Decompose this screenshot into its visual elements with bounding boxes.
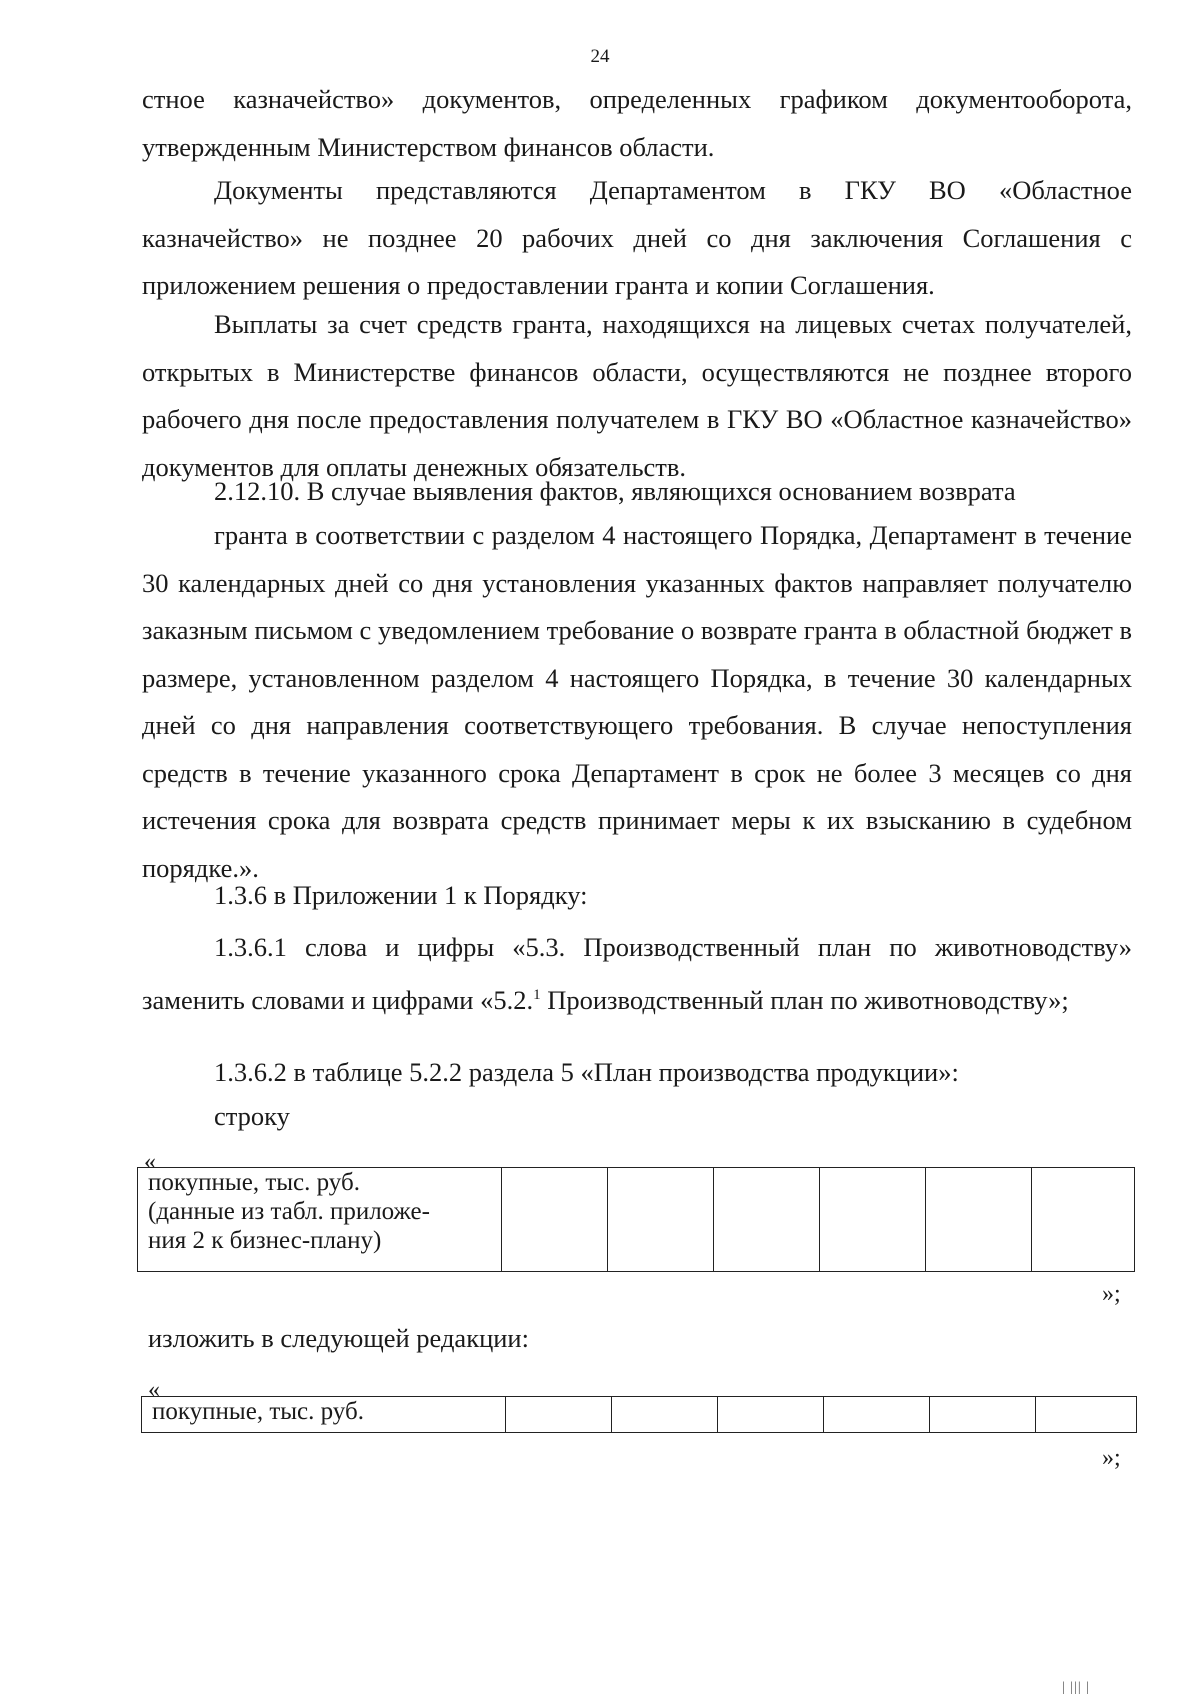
table-old-cell	[1032, 1168, 1135, 1272]
table-old-open-quote: «	[144, 1149, 156, 1175]
clause-2-12-10-line: 2.12.10. В случае выявления фактов, являющихся основанием возврата	[214, 476, 1016, 506]
superscript-one: 1	[533, 986, 541, 1003]
paragraph-continuation: стное казначейство» документов, определенных графиком документооборота, утвержденным Министерством финансов области.	[142, 84, 1132, 162]
table-new-cell	[930, 1397, 1036, 1433]
table-new-open-quote: «	[148, 1377, 160, 1403]
table-old-close-quote: »;	[1102, 1281, 1121, 1307]
table-new-row	[141, 1396, 1137, 1433]
table-old-cell	[502, 1168, 608, 1272]
word-stroku: строку	[214, 1101, 290, 1131]
table-old-row	[137, 1167, 1135, 1272]
table-new-cell	[824, 1397, 930, 1433]
table-new-cell	[1036, 1397, 1137, 1433]
page-number: 24	[590, 46, 610, 67]
table-new-label-cell: покупные, тыс. руб.	[142, 1397, 506, 1433]
table-new-cell	[612, 1397, 718, 1433]
restate-text: изложить в следующей редакции:	[148, 1323, 529, 1353]
table-new-cell	[718, 1397, 824, 1433]
table-old-cell	[714, 1168, 820, 1272]
clause-1-3-6-2: 1.3.6.2 в таблице 5.2.2 раздела 5 «План производства продукции»:	[214, 1057, 959, 1087]
clause-1-3-6-1: 1.3.6.1 слова и цифры «5.3. Производственный план по животноводству» заменить словами и цифрами «5.2.$^1$ Производственный план по животноводству»;	[142, 932, 1132, 1015]
table-old-label-cell: покупные, тыс. руб. (данные из табл. приложе- ния 2 к бизнес-плану)	[138, 1168, 502, 1272]
table-new-close-quote: »;	[1102, 1445, 1121, 1471]
clause-1-3-6: 1.3.6 в Приложении 1 к Порядку:	[214, 880, 588, 910]
paragraph-grant-return: гранта в соответствии с разделом 4 настоящего Порядка, Департамент в течение 30 календарных дней со дня установления указанных фактов направляет получателю заказным письмом с уведомлением требование о возврате гранта в областной бюджет в размере, установленном разделом 4 настоящего Порядка, в течение 30 календарных дней со дня направления соответствующего требования. В случае непоступления средств в течение указанного срока Департамент в срок не более 3 месяцев со дня истечения срока для возврата средств принимает меры к их взысканию в судебном порядке.».	[142, 520, 1132, 883]
paragraph-documents: Документы представляются Департаментом в ГКУ ВО «Областное казначейство» не позднее 20 рабочих дней со дня заключения Соглашения с приложением решения о предоставлении гранта и копии Соглашения.	[142, 175, 1132, 300]
scan-edge-marks: | ||| |	[1062, 1680, 1091, 1695]
table-new-cell	[506, 1397, 612, 1433]
table-old-cell	[926, 1168, 1032, 1272]
table-old-cell	[608, 1168, 714, 1272]
table-old-cell	[820, 1168, 926, 1272]
paragraph-payments: Выплаты за счет средств гранта, находящихся на лицевых счетах получателей, открытых в Министерстве финансов области, осуществляются не позднее второго рабочего дня после предоставления получателем в ГКУ ВО «Областное казначейство» документов для оплаты денежных обязательств.	[142, 309, 1132, 482]
